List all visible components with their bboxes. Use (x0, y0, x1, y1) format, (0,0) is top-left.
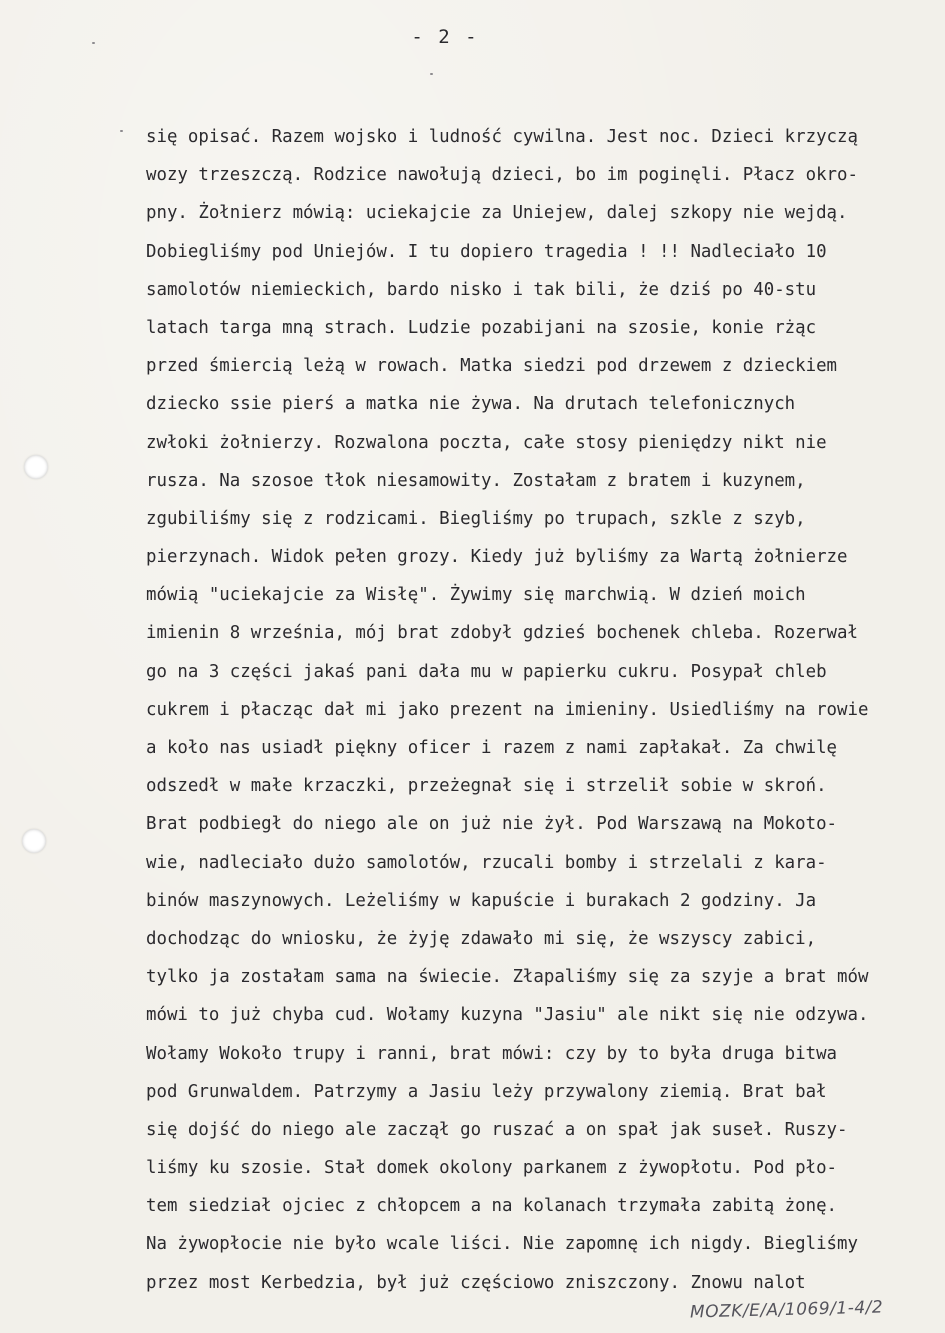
text-line: imienin 8 września, mój brat zdobył gdzieś bochenek chleba. Rozerwał (146, 623, 858, 644)
text-line: pod Grunwaldem. Patrzymy a Jasiu leży przywalony ziemią. Brat bał (146, 1081, 827, 1102)
text-line: mówi to już chyba cud. Wołamy kuzyna "Jasiu" ale nikt się nie odzywa. (146, 1005, 869, 1026)
text-line: cukrem i płacząc dał mi jako prezent na imieniny. Usiedliśmy na rowie (146, 699, 869, 720)
text-line: Na żywopłocie nie było wcale liści. Nie zapomnę ich nigdy. Biegliśmy (146, 1234, 858, 1255)
text-line: latach targa mną strach. Ludzie pozabijani na szosie, konie rżąc (146, 317, 817, 338)
paper-speck (430, 73, 433, 75)
text-line: liśmy ku szosie. Stał domek okolony parkanem z żywopłotu. Pod pło- (146, 1158, 838, 1179)
punch-hole (22, 829, 46, 853)
text-line: Brat podbiegł do niego ale on już nie żył. Pod Warszawą na Mokoto- (146, 814, 838, 835)
text-line: samolotów niemieckich, bardo nisko i tak bili, że dziś po 40-stu (146, 279, 817, 300)
text-line: się dojść do niego ale zaczął go ruszać a on spał jak suseł. Ruszy- (146, 1119, 848, 1140)
text-line: mówią "uciekajcie za Wisłę". Żywimy się marchwią. W dzień moich (146, 585, 806, 606)
text-line: wie, nadleciało dużo samolotów, rzucali bomby i strzelali z kara- (146, 852, 827, 873)
paper-speck (92, 42, 95, 44)
text-line: Wołamy Wokoło trupy i ranni, brat mówi: czy by to była druga bitwa (146, 1043, 838, 1064)
text-line: przed śmiercią leżą w rowach. Matka siedzi pod drzewem z dzieckiem (146, 356, 838, 377)
text-line: przez most Kerbedzia, był już częściowo zniszczony. Znowu nalot (146, 1272, 806, 1293)
text-line: tylko ja zostałam sama na świecie. Złapaliśmy się za szyje a brat mów (146, 967, 869, 988)
text-line: się opisać. Razem wojsko i ludność cywilna. Jest noc. Dzieci krzyczą (146, 127, 858, 147)
punch-hole (24, 455, 48, 479)
text-line: pierzynach. Widok pełen grozy. Kiedy już byliśmy za Wartą żołnierze (146, 547, 848, 568)
text-line: odszedł w małe krzaczki, przeżegnał się i strzelił sobie w skroń. (146, 776, 827, 797)
text-line: a koło nas usiadł piękny oficer i razem z nami zapłakał. Za chwilę (146, 738, 838, 758)
text-line: dziecko ssie pierś a matka nie żywa. Na drutach telefonicznych (146, 394, 796, 415)
text-line: wozy trzeszczą. Rodzice nawołują dzieci, bo im poginęli. Płacz okro- (146, 165, 858, 186)
text-line: zgubiliśmy się z rodzicami. Biegliśmy po trupach, szkle z szyb, (146, 508, 806, 529)
text-line: tem siedział ojciec z chłopcem a na kolanach trzymała zabitą żonę. (146, 1196, 838, 1217)
archive-reference: MOZK/E/A/1069/1-4/2 (689, 1297, 884, 1323)
text-line: Dobiegliśmy pod Uniejów. I tu dopiero tragedia ! !! Nadleciało 10 (146, 241, 827, 262)
text-line: binów maszynowych. Leżeliśmy w kapuście i burakach 2 godziny. Ja (146, 890, 817, 911)
text-line: go na 3 części jakaś pani dała mu w papierku cukru. Posypał chleb (146, 661, 827, 682)
paper-speck (120, 130, 123, 132)
text-line: zwłoki żołnierzy. Rozwalona poczta, całe stosy pieniędzy nikt nie (146, 432, 827, 453)
typewritten-text (146, 118, 944, 1302)
text-line: dochodząc do wniosku, że żyję zdawało mi się, że wszyscy zabici, (146, 928, 817, 949)
text-line: rusza. Na szosoe tłok niesamowity. Zostałam z bratem i kuzynem, (146, 470, 806, 491)
text-line: pny. Żołnierz mówią: uciekajcie za Uniejew, dalej szkopy nie wejdą. (146, 203, 848, 224)
page-number: - 2 - (411, 26, 479, 48)
